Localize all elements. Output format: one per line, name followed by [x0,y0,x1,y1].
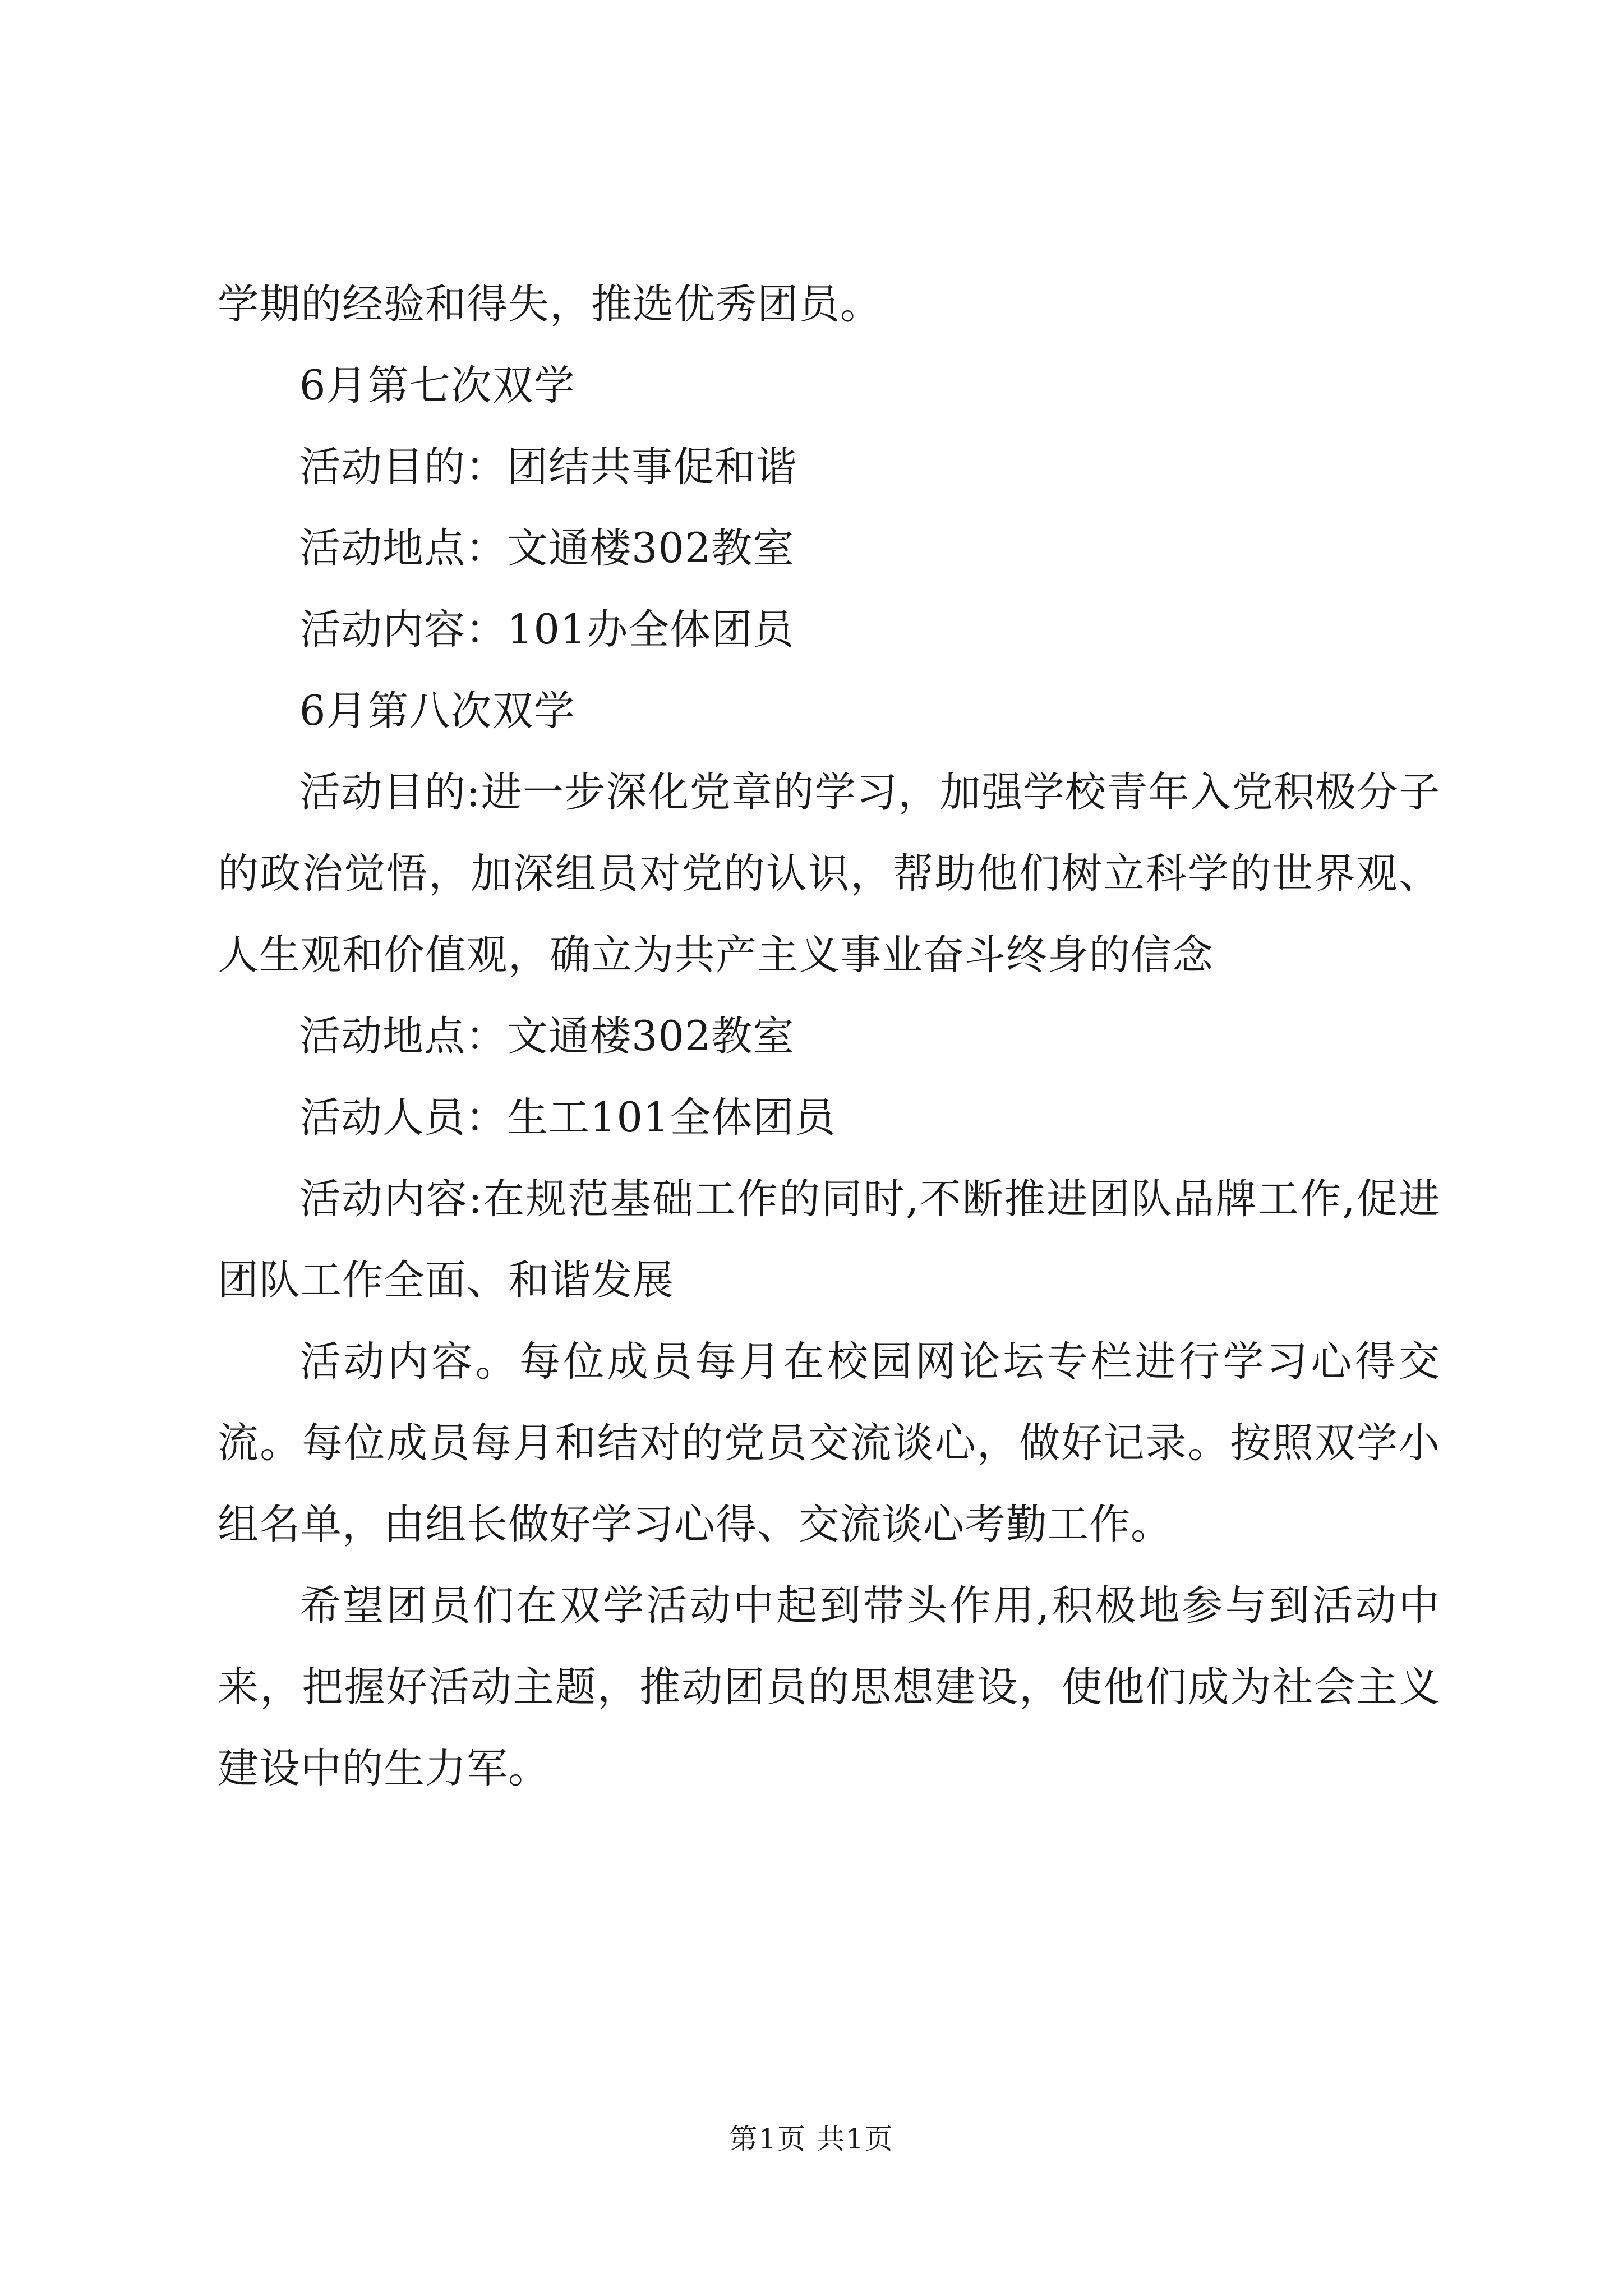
paragraph-9: 活动人员：生工101全体团员 [299,1094,836,1142]
paragraph-2: 6月第七次双学 [299,362,575,409]
paragraph-6: 6月第八次双学 [299,687,575,735]
document-body [218,264,1440,1809]
paragraph-11: 活动内容。每位成员每月在校园网论坛专栏进行学习心得交流。每位成员每月和结对的党员交流谈心，做好记录。按照双学小组名单，由组长做好学习心得、交流谈心考勤工作。 [218,1338,1440,1548]
paragraph-3: 活动目的：团结共事促和谐 [299,443,797,491]
page-footer: 第1页 共1页 [729,2123,894,2155]
paragraph-1: 学期的经验和得失，推选优秀团员。 [218,280,882,328]
paragraph-4: 活动地点：文通楼302教室 [299,524,795,572]
paragraph-5: 活动内容：101办全体团员 [299,606,795,654]
paragraph-8: 活动地点：文通楼302教室 [299,1013,795,1060]
paragraph-12: 希望团员们在双学活动中起到带头作用,积极地参与到活动中来，把握好活动主题，推动团员的思想建设，使他们成为社会主义建设中的生力军。 [218,1582,1440,1792]
paragraph-7: 活动目的:进一步深化党章的学习，加强学校青年入党积极分子的政治觉悟，加深组员对党的认识，帮助他们树立科学的世界观、人生观和价值观，确立为共产主义事业奋斗终身的信念 [218,769,1440,979]
paragraph-10: 活动内容:在规范基础工作的同时,不断推进团队品牌工作,促进团队工作全面、和谐发展 [218,1175,1440,1304]
